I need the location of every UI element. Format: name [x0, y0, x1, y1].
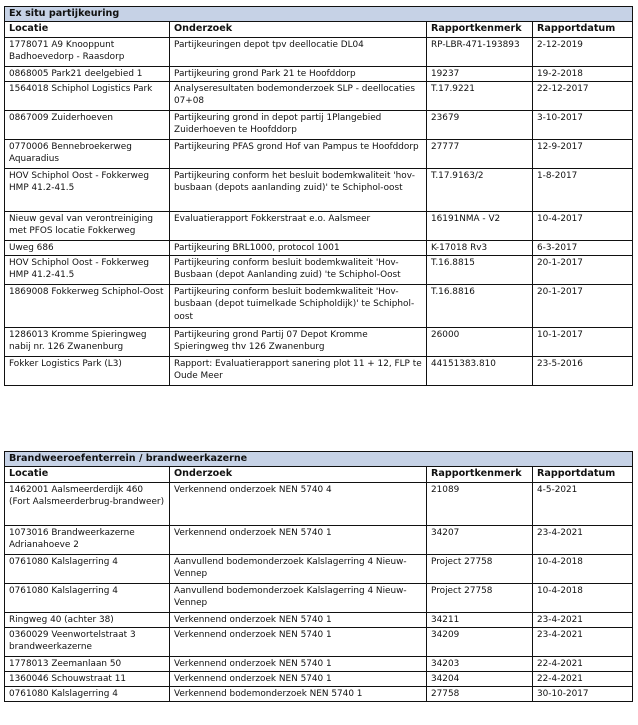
table-row [5, 672, 633, 687]
cell-onderzoek: Aanvullend bodemonderzoek Kalslagerring 4 Nieuw-Vennep [170, 555, 427, 584]
cell-rapportkenmerk: 23679 [427, 111, 533, 140]
table-row [5, 555, 633, 584]
header-rapportdatum: Rapportdatum [533, 467, 633, 483]
cell-locatie: 0761080 Kalslagerring 4 [5, 584, 170, 613]
cell-onderzoek: Partijkeuring conform besluit bodemkwaliteit 'Hov-Busbaan (depot Aanlanding zuid) 'te Schiphol-Oost [170, 256, 427, 285]
table-row [5, 687, 633, 702]
table-row [5, 38, 633, 67]
cell-onderzoek: Partijkeuringen depot tpv deellocatie DL04 [170, 38, 427, 67]
cell-locatie: 1360046 Schouwstraat 11 [5, 672, 170, 687]
table-row [5, 526, 633, 555]
cell-rapportkenmerk: 21089 [427, 483, 533, 526]
cell-rapportdatum: 1-8-2017 [533, 169, 633, 212]
cell-locatie: 1073016 Brandweerkazerne Adrianahoeve 2 [5, 526, 170, 555]
cell-onderzoek: Partijkeuring grond Park 21 te Hoofddorp [170, 67, 427, 82]
cell-rapportdatum: 23-5-2016 [533, 357, 633, 386]
table-row [5, 657, 633, 672]
cell-rapportkenmerk: 34211 [427, 613, 533, 628]
cell-rapportkenmerk: 19237 [427, 67, 533, 82]
cell-onderzoek: Verkennend onderzoek NEN 5740 1 [170, 613, 427, 628]
cell-onderzoek: Rapport: Evaluatierapport sanering plot 11 + 12, FLP te Oude Meer [170, 357, 427, 386]
table-brandweeroefenterrein [4, 451, 633, 702]
cell-rapportkenmerk: Project 27758 [427, 555, 533, 584]
cell-rapportdatum: 20-1-2017 [533, 256, 633, 285]
cell-rapportkenmerk: 27777 [427, 140, 533, 169]
table-row [5, 111, 633, 140]
cell-onderzoek: Verkennend onderzoek NEN 5740 1 [170, 628, 427, 657]
cell-locatie: Ringweg 40 (achter 38) [5, 613, 170, 628]
cell-rapportkenmerk: T.17.9163/2 [427, 169, 533, 212]
cell-rapportdatum: 3-10-2017 [533, 111, 633, 140]
table-row [5, 256, 633, 285]
cell-rapportdatum: 30-10-2017 [533, 687, 633, 702]
cell-locatie: Fokker Logistics Park (L3) [5, 357, 170, 386]
cell-rapportkenmerk: 34209 [427, 628, 533, 657]
cell-onderzoek: Aanvullend bodemonderzoek Kalslagerring 4 Nieuw-Vennep [170, 584, 427, 613]
cell-rapportdatum: 4-5-2021 [533, 483, 633, 526]
cell-locatie: 0761080 Kalslagerring 4 [5, 555, 170, 584]
cell-rapportdatum: 6-3-2017 [533, 241, 633, 256]
table-row [5, 82, 633, 111]
cell-rapportdatum: 23-4-2021 [533, 526, 633, 555]
cell-onderzoek: Analyseresultaten bodemonderzoek SLP - deellocaties 07+08 [170, 82, 427, 111]
table-row [5, 357, 633, 386]
cell-rapportkenmerk: RP-LBR-471-193893 [427, 38, 533, 67]
cell-rapportdatum: 10-4-2018 [533, 584, 633, 613]
table-row [5, 628, 633, 657]
table-title: Brandweeroefenterrein / brandweerkazerne [5, 452, 633, 467]
table-ex-situ-partijkeuring [4, 6, 633, 386]
cell-rapportdatum: 20-1-2017 [533, 285, 633, 328]
cell-rapportdatum: 10-4-2017 [533, 212, 633, 241]
header-rapportdatum: Rapportdatum [533, 22, 633, 38]
header-onderzoek: Onderzoek [170, 22, 427, 38]
header-locatie: Locatie [5, 467, 170, 483]
cell-rapportdatum: 2-12-2019 [533, 38, 633, 67]
table-row [5, 241, 633, 256]
cell-locatie: 1869008 Fokkerweg Schiphol-Oost [5, 285, 170, 328]
table-title: Ex situ partijkeuring [5, 7, 633, 22]
table-row [5, 483, 633, 526]
cell-rapportkenmerk: K-17018 Rv3 [427, 241, 533, 256]
cell-locatie: 1778071 A9 Knooppunt Badhoevedorp - Raasdorp [5, 38, 170, 67]
cell-onderzoek: Partijkeuring grond Partij 07 Depot Kromme Spieringweg thv 126 Zwanenburg [170, 328, 427, 357]
cell-rapportkenmerk: 44151383.810 [427, 357, 533, 386]
table-row [5, 584, 633, 613]
cell-onderzoek: Partijkeuring PFAS grond Hof van Pampus te Hoofddorp [170, 140, 427, 169]
table-row [5, 285, 633, 328]
cell-rapportdatum: 22-4-2021 [533, 657, 633, 672]
cell-locatie: 1462001 Aalsmeerderdijk 460 (Fort Aalsmeerderbrug-brandweer) [5, 483, 170, 526]
cell-locatie: 0867009 Zuiderhoeven [5, 111, 170, 140]
table-row [5, 328, 633, 357]
cell-rapportdatum: 19-2-2018 [533, 67, 633, 82]
header-onderzoek: Onderzoek [170, 467, 427, 483]
cell-onderzoek: Verkennend onderzoek NEN 5740 1 [170, 672, 427, 687]
header-rapportkenmerk: Rapportkenmerk [427, 467, 533, 483]
cell-rapportdatum: 23-4-2021 [533, 628, 633, 657]
cell-locatie: HOV Schiphol Oost - Fokkerweg HMP 41.2-41.5 [5, 169, 170, 212]
cell-rapportdatum: 10-1-2017 [533, 328, 633, 357]
cell-locatie: HOV Schiphol Oost - Fokkerweg HMP 41.2-41.5 [5, 256, 170, 285]
cell-rapportkenmerk: 34204 [427, 672, 533, 687]
table-row [5, 212, 633, 241]
cell-rapportdatum: 23-4-2021 [533, 613, 633, 628]
table-row [5, 169, 633, 212]
header-locatie: Locatie [5, 22, 170, 38]
cell-rapportdatum: 22-4-2021 [533, 672, 633, 687]
cell-locatie: 1778013 Zeemanlaan 50 [5, 657, 170, 672]
cell-rapportkenmerk: 27758 [427, 687, 533, 702]
cell-rapportkenmerk: 26000 [427, 328, 533, 357]
cell-rapportdatum: 22-12-2017 [533, 82, 633, 111]
cell-locatie: Uweg 686 [5, 241, 170, 256]
cell-rapportkenmerk: T.17.9221 [427, 82, 533, 111]
cell-locatie: 1286013 Kromme Spieringweg nabij nr. 126 Zwanenburg [5, 328, 170, 357]
cell-locatie: 1564018 Schiphol Logistics Park [5, 82, 170, 111]
cell-locatie: 0770006 Bennebroekerweg Aquaradius [5, 140, 170, 169]
cell-onderzoek: Partijkeuring BRL1000, protocol 1001 [170, 241, 427, 256]
cell-rapportkenmerk: 34207 [427, 526, 533, 555]
cell-rapportkenmerk: Project 27758 [427, 584, 533, 613]
cell-locatie: Nieuw geval van verontreiniging met PFOS locatie Fokkerweg [5, 212, 170, 241]
cell-onderzoek: Partijkeuring grond in depot partij 1Plangebied Zuiderhoeven te Hoofddorp [170, 111, 427, 140]
cell-onderzoek: Partijkeuring conform besluit bodemkwaliteit 'Hov-busbaan (depot tuimelkade Schipholdijk)' te Schiphol-oost [170, 285, 427, 328]
cell-onderzoek: Verkennend bodemonderzoek NEN 5740 1 [170, 687, 427, 702]
cell-rapportkenmerk: 34203 [427, 657, 533, 672]
cell-onderzoek: Verkennend onderzoek NEN 5740 4 [170, 483, 427, 526]
cell-locatie: 0360029 Veenwortelstraat 3 brandweerkazerne [5, 628, 170, 657]
cell-rapportdatum: 12-9-2017 [533, 140, 633, 169]
cell-onderzoek: Partijkeuring conform het besluit bodemkwaliteit 'hov-busbaan (depots aanlanding zuid)' te Schiphol-oost [170, 169, 427, 212]
cell-rapportkenmerk: T.16.8815 [427, 256, 533, 285]
table-row [5, 140, 633, 169]
cell-locatie: 0868005 Park21 deelgebied 1 [5, 67, 170, 82]
cell-rapportkenmerk: T.16.8816 [427, 285, 533, 328]
table-row [5, 67, 633, 82]
cell-onderzoek: Verkennend onderzoek NEN 5740 1 [170, 526, 427, 555]
cell-onderzoek: Verkennend onderzoek NEN 5740 1 [170, 657, 427, 672]
header-rapportkenmerk: Rapportkenmerk [427, 22, 533, 38]
cell-rapportdatum: 10-4-2018 [533, 555, 633, 584]
table-row [5, 613, 633, 628]
cell-onderzoek: Evaluatierapport Fokkerstraat e.o. Aalsmeer [170, 212, 427, 241]
cell-locatie: 0761080 Kalslagerring 4 [5, 687, 170, 702]
cell-rapportkenmerk: 16191NMA - V2 [427, 212, 533, 241]
